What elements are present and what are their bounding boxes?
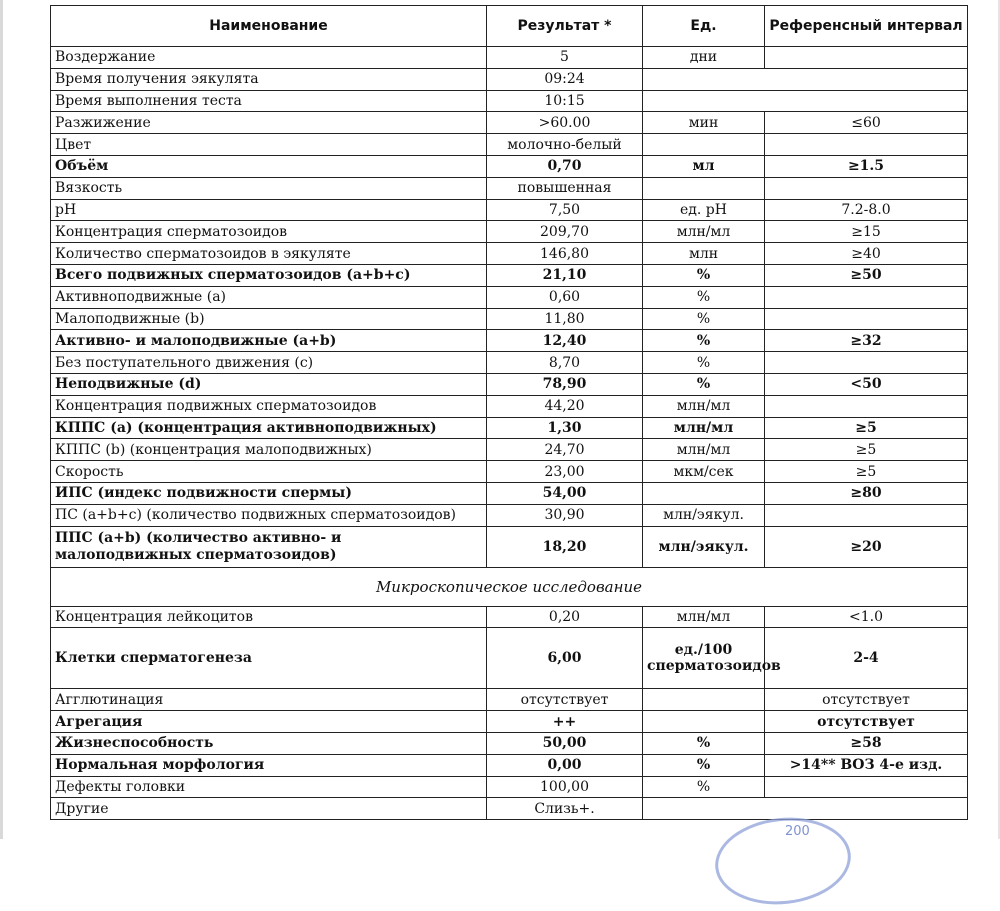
row-result: 11,80 bbox=[487, 308, 643, 330]
row-name: Неподвижные (d) bbox=[51, 373, 487, 395]
row-result: молочно-белый bbox=[487, 134, 643, 156]
row-name: Время выполнения теста bbox=[51, 90, 487, 112]
table-row bbox=[51, 504, 968, 526]
row-name: Количество сперматозоидов в эякуляте bbox=[51, 243, 487, 265]
row-unit: млн/эякул. bbox=[643, 526, 765, 567]
row-unit: мл bbox=[643, 155, 765, 177]
row-reference bbox=[765, 47, 968, 69]
stamp-seal bbox=[711, 811, 855, 911]
row-name: Дефекты головки bbox=[51, 776, 487, 798]
row-reference: ≤60 bbox=[765, 112, 968, 134]
row-unit: % bbox=[643, 264, 765, 286]
table-header-row bbox=[51, 6, 968, 47]
row-unit: мин bbox=[643, 112, 765, 134]
table-row bbox=[51, 461, 968, 483]
row-result: 146,80 bbox=[487, 243, 643, 265]
row-reference: <50 bbox=[765, 373, 968, 395]
row-name: Агглютинация bbox=[51, 689, 487, 711]
row-unit: % bbox=[643, 732, 765, 754]
semen-analysis-table bbox=[50, 5, 968, 820]
row-reference: ≥20 bbox=[765, 526, 968, 567]
table-row bbox=[51, 417, 968, 439]
row-reference: >14** ВОЗ 4-е изд. bbox=[765, 754, 968, 776]
row-reference: ≥50 bbox=[765, 264, 968, 286]
table-body-microscopy bbox=[51, 606, 968, 820]
row-result: 09:24 bbox=[487, 68, 643, 90]
row-unit: млн/мл bbox=[643, 606, 765, 628]
row-result: 100,00 bbox=[487, 776, 643, 798]
row-unit bbox=[643, 689, 765, 711]
row-result: 12,40 bbox=[487, 330, 643, 352]
row-reference bbox=[765, 308, 968, 330]
table-row bbox=[51, 395, 968, 417]
row-name: КППС (b) (концентрация малоподвижных) bbox=[51, 439, 487, 461]
table-row bbox=[51, 689, 968, 711]
row-result: >60.00 bbox=[487, 112, 643, 134]
row-reference: ≥40 bbox=[765, 243, 968, 265]
row-result: 10:15 bbox=[487, 90, 643, 112]
row-name: Разжижение bbox=[51, 112, 487, 134]
row-result: 7,50 bbox=[487, 199, 643, 221]
row-unit bbox=[643, 177, 765, 199]
row-reference bbox=[765, 134, 968, 156]
table-row bbox=[51, 177, 968, 199]
table-row bbox=[51, 134, 968, 156]
row-reference: ≥58 bbox=[765, 732, 968, 754]
table-row bbox=[51, 47, 968, 69]
table-row bbox=[51, 352, 968, 374]
table-row bbox=[51, 732, 968, 754]
row-empty bbox=[643, 798, 968, 820]
row-name: ПС (a+b+c) (количество подвижных сперматозоидов) bbox=[51, 504, 487, 526]
row-reference: ≥32 bbox=[765, 330, 968, 352]
row-result: 24,70 bbox=[487, 439, 643, 461]
row-unit: ед. pH bbox=[643, 199, 765, 221]
table-row bbox=[51, 606, 968, 628]
row-name: Другие bbox=[51, 798, 487, 820]
row-reference: ≥5 bbox=[765, 417, 968, 439]
row-name: КППС (a) (концентрация активноподвижных) bbox=[51, 417, 487, 439]
row-result: 209,70 bbox=[487, 221, 643, 243]
row-name: Концентрация подвижных сперматозоидов bbox=[51, 395, 487, 417]
table-row bbox=[51, 243, 968, 265]
row-result: 0,00 bbox=[487, 754, 643, 776]
header-unit: Ед. bbox=[643, 6, 765, 47]
row-unit: млн/мл bbox=[643, 395, 765, 417]
row-unit bbox=[643, 482, 765, 504]
table-body-main bbox=[51, 47, 968, 568]
row-reference bbox=[765, 504, 968, 526]
row-unit: млн/мл bbox=[643, 221, 765, 243]
header-result: Результат * bbox=[487, 6, 643, 47]
table-row bbox=[51, 68, 968, 90]
stamp-text: 200 bbox=[785, 824, 810, 839]
page-edge-left bbox=[0, 0, 3, 839]
row-name: pH bbox=[51, 199, 487, 221]
row-reference: ≥5 bbox=[765, 461, 968, 483]
row-result: 0,70 bbox=[487, 155, 643, 177]
row-unit: млн/эякул. bbox=[643, 504, 765, 526]
row-unit: % bbox=[643, 776, 765, 798]
row-name: ИПС (индекс подвижности спермы) bbox=[51, 482, 487, 504]
row-result: 23,00 bbox=[487, 461, 643, 483]
row-name: Концентрация лейкоцитов bbox=[51, 606, 487, 628]
row-reference: ≥5 bbox=[765, 439, 968, 461]
row-name: Малоподвижные (b) bbox=[51, 308, 487, 330]
row-reference: ≥1.5 bbox=[765, 155, 968, 177]
table-row bbox=[51, 90, 968, 112]
table-row bbox=[51, 439, 968, 461]
row-unit: млн/мл bbox=[643, 417, 765, 439]
row-reference: ≥15 bbox=[765, 221, 968, 243]
table-row bbox=[51, 754, 968, 776]
row-unit: млн bbox=[643, 243, 765, 265]
row-name: Активно- и малоподвижные (a+b) bbox=[51, 330, 487, 352]
table-row bbox=[51, 330, 968, 352]
table-section bbox=[51, 567, 968, 606]
row-name: Агрегация bbox=[51, 711, 487, 733]
row-result: 1,30 bbox=[487, 417, 643, 439]
row-name: Всего подвижных сперматозоидов (a+b+c) bbox=[51, 264, 487, 286]
table-row bbox=[51, 628, 968, 689]
row-reference bbox=[765, 352, 968, 374]
row-unit: % bbox=[643, 330, 765, 352]
row-name: Скорость bbox=[51, 461, 487, 483]
row-name: Активноподвижные (a) bbox=[51, 286, 487, 308]
table-row bbox=[51, 155, 968, 177]
row-name: ППС (a+b) (количество активно- и малоподвижных сперматозоидов) bbox=[51, 526, 487, 567]
row-reference: 2-4 bbox=[765, 628, 968, 689]
table-row bbox=[51, 221, 968, 243]
row-reference: 7.2-8.0 bbox=[765, 199, 968, 221]
row-result: 44,20 bbox=[487, 395, 643, 417]
row-reference: ≥80 bbox=[765, 482, 968, 504]
row-name: Вязкость bbox=[51, 177, 487, 199]
row-name: Клетки сперматогенеза bbox=[51, 628, 487, 689]
row-result: 78,90 bbox=[487, 373, 643, 395]
row-result: 30,90 bbox=[487, 504, 643, 526]
table-row bbox=[51, 112, 968, 134]
row-unit: % bbox=[643, 754, 765, 776]
row-name: Жизнеспособность bbox=[51, 732, 487, 754]
row-unit: млн/мл bbox=[643, 439, 765, 461]
row-reference: <1.0 bbox=[765, 606, 968, 628]
row-reference: отсутствует bbox=[765, 711, 968, 733]
row-name: Без поступательного движения (c) bbox=[51, 352, 487, 374]
row-reference bbox=[765, 395, 968, 417]
table-row bbox=[51, 776, 968, 798]
row-result: ++ bbox=[487, 711, 643, 733]
row-unit bbox=[643, 134, 765, 156]
row-unit: % bbox=[643, 352, 765, 374]
row-result: Слизь+. bbox=[487, 798, 643, 820]
table-row bbox=[51, 373, 968, 395]
row-name: Воздержание bbox=[51, 47, 487, 69]
row-result: 21,10 bbox=[487, 264, 643, 286]
row-reference bbox=[765, 177, 968, 199]
table-row bbox=[51, 199, 968, 221]
table-row bbox=[51, 526, 968, 567]
table-row bbox=[51, 482, 968, 504]
row-unit: % bbox=[643, 373, 765, 395]
table-row bbox=[51, 264, 968, 286]
row-reference bbox=[765, 776, 968, 798]
row-result: 0,20 bbox=[487, 606, 643, 628]
row-unit: % bbox=[643, 308, 765, 330]
header-reference: Референсный интервал bbox=[765, 6, 968, 47]
row-unit bbox=[643, 711, 765, 733]
row-name: Цвет bbox=[51, 134, 487, 156]
row-result: 0,60 bbox=[487, 286, 643, 308]
row-name: Нормальная морфология bbox=[51, 754, 487, 776]
row-result: 18,20 bbox=[487, 526, 643, 567]
row-name: Время получения эякулята bbox=[51, 68, 487, 90]
row-reference: отсутствует bbox=[765, 689, 968, 711]
row-unit: мкм/сек bbox=[643, 461, 765, 483]
row-result: 54,00 bbox=[487, 482, 643, 504]
row-result: повышенная bbox=[487, 177, 643, 199]
row-unit: ед./100 сперматозоидов bbox=[643, 628, 765, 689]
row-reference bbox=[765, 286, 968, 308]
row-result: 8,70 bbox=[487, 352, 643, 374]
section-title: Микроскопическое исследование bbox=[51, 567, 968, 606]
row-name: Объём bbox=[51, 155, 487, 177]
section-row bbox=[51, 567, 968, 606]
row-result: 50,00 bbox=[487, 732, 643, 754]
row-result: 6,00 bbox=[487, 628, 643, 689]
row-empty bbox=[643, 90, 968, 112]
row-result: 5 bbox=[487, 47, 643, 69]
table-row bbox=[51, 286, 968, 308]
table-row bbox=[51, 798, 968, 820]
row-empty bbox=[643, 68, 968, 90]
row-name: Концентрация сперматозоидов bbox=[51, 221, 487, 243]
table-row bbox=[51, 711, 968, 733]
row-unit: % bbox=[643, 286, 765, 308]
row-unit: дни bbox=[643, 47, 765, 69]
table-row bbox=[51, 308, 968, 330]
row-result: отсутствует bbox=[487, 689, 643, 711]
header-name: Наименование bbox=[51, 6, 487, 47]
